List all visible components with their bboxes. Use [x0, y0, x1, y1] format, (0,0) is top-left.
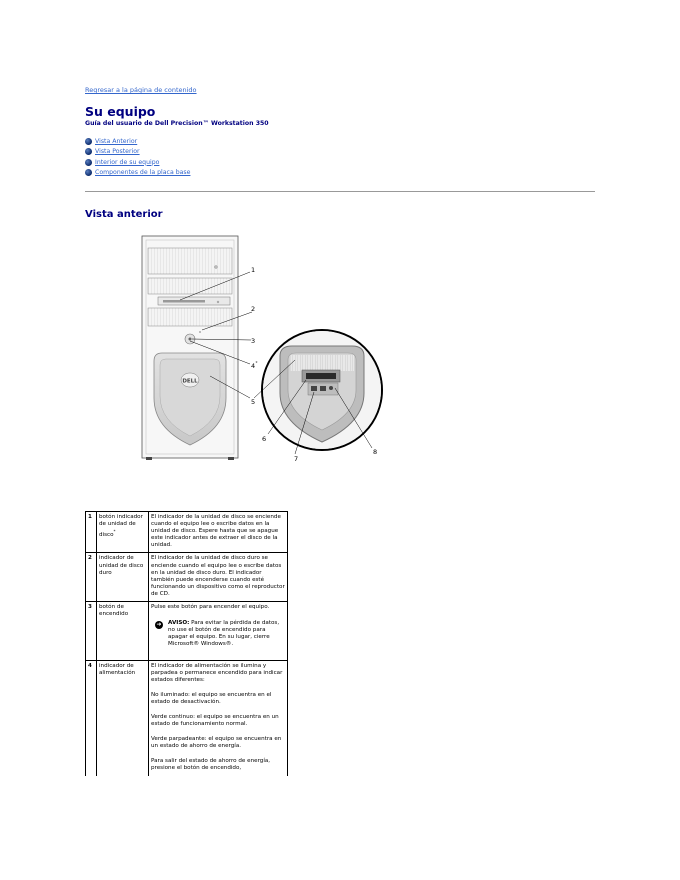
notice-text: AVISO: Para evitar la pérdida de datos, no use el botón de encendido para apagar el equipo. En su lugar, cierre Microsoft® Windows®.	[168, 620, 280, 648]
row-number: 3	[86, 602, 97, 660]
section-title: Vista anterior	[85, 209, 163, 220]
row-number: 1	[86, 512, 97, 553]
toc-link-back-view[interactable]: Vista Posterior	[95, 148, 140, 156]
table-row	[86, 602, 288, 660]
divider	[85, 191, 595, 192]
bullet-icon	[85, 138, 92, 145]
dell-logo: DELL	[182, 378, 198, 385]
callout-7: 7	[294, 455, 299, 463]
toc-item-front-view	[85, 136, 190, 147]
page-subtitle: Guía del usuario de Dell Precision™ Workstation 350	[85, 120, 269, 127]
front-view-table	[85, 511, 288, 776]
toc-item-back-view	[85, 147, 190, 158]
toc-link-front-view[interactable]: Vista Anterior	[95, 137, 138, 145]
toc-item-board	[85, 168, 190, 179]
notice-box	[155, 620, 285, 648]
table-row	[86, 553, 288, 602]
row-label: indicador de unidad de disco duro	[97, 553, 149, 602]
row-label: botón de encendido	[97, 602, 149, 660]
row-description: El indicador de la unidad de disco se enciende cuando el equipo lee o escribe datos en la unidad de disco. Espere hasta que se apague este indicador antes de extraer el disco de la unidad.	[149, 512, 288, 553]
table-of-contents	[85, 136, 190, 178]
bullet-icon	[85, 148, 92, 155]
notice-arrow-icon: ➜	[156, 621, 162, 629]
row-description: El indicador de alimentación se ilumina y parpadea o permanece encendido para indicar estados diferentes: No iluminado: el equipo se encuentra en el estado de desactivación. Verde continuo: el equipo se encuentra en un estado de funcionamiento normal. Verde parpadeante: el equipo se encuentra en un estado de ahorro de energía. Para salir del estado de ahorro de energía, presione el botón de encendido,	[149, 660, 288, 776]
page-title: Su equipo	[85, 104, 156, 119]
computer-front-illustration	[130, 228, 390, 468]
toc-link-inside[interactable]: Interior de su equipo	[95, 158, 160, 166]
bullet-icon	[85, 169, 92, 176]
callout-4-asterisk: *	[255, 360, 258, 366]
callout-5: 5	[251, 398, 256, 406]
toc-item-inside	[85, 157, 190, 168]
toc-link-system-board[interactable]: Componentes de la placa base	[95, 169, 191, 177]
callout-3: 3	[251, 337, 256, 345]
row-description: El indicador de la unidad de disco duro se enciende cuando el equipo lee o escribe datos en la unidad de disco duro. El indicador también puede encenderse cuando esté funcionando un dispositivo como el reproductor de CD.	[149, 553, 288, 602]
back-to-contents-link[interactable]: Regresar a la página de contenido	[85, 86, 197, 94]
row-number: 4	[86, 660, 97, 776]
row-label: indicador de alimentación	[97, 660, 149, 776]
callout-6: 6	[262, 435, 267, 443]
bullet-icon	[85, 159, 92, 166]
row-number: 2	[86, 553, 97, 602]
callout-8: 8	[373, 448, 378, 456]
row-description: Pulse este botón para encender el equipo. ➜ AVISO: Para evitar la pérdida de datos, no use el botón de encendido para apagar el equipo. En su lugar, cierre Microsoft® Windows®.	[149, 602, 288, 660]
table-row	[86, 512, 288, 553]
callout-4: 4	[251, 362, 256, 370]
table-row	[86, 660, 288, 776]
computer-front-view-figure	[130, 228, 390, 472]
callout-1: 1	[251, 266, 256, 274]
callout-2: 2	[251, 305, 256, 313]
row-label: botón indicador de unidad de disco*	[97, 512, 149, 553]
